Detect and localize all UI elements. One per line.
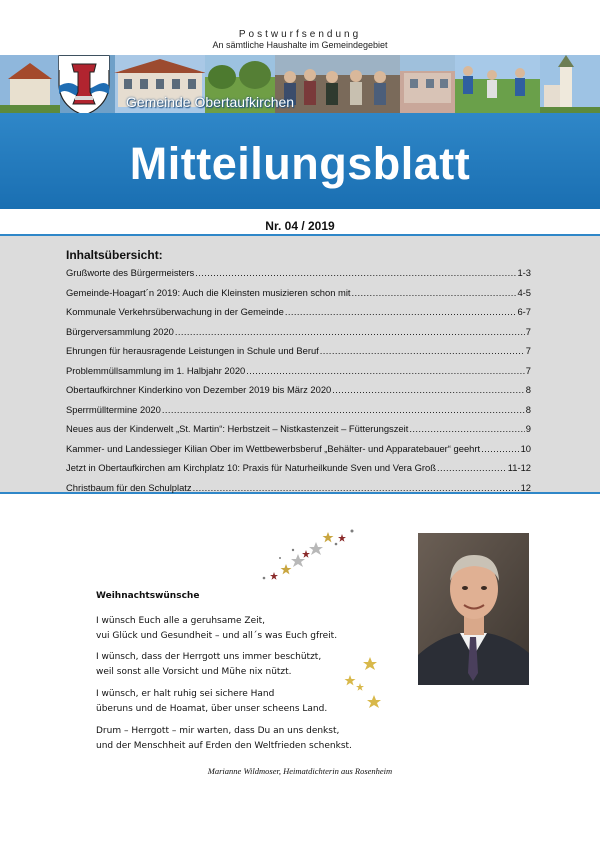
poem-stanza: [96, 650, 321, 680]
toc-item-title: Kommunale Verkehrsüberwachung in der Gemeinde: [66, 306, 284, 317]
toc-item-title: Christbaum für den Schulplatz: [66, 481, 192, 493]
toc-item-page: 10: [520, 442, 531, 454]
toc-item-title: Jetzt in Obertaufkirchen am Kirchplatz 10: Praxis für Naturheilkunde Sven und Vera Groß: [66, 462, 436, 473]
mayor-portrait: [418, 533, 529, 685]
toc-item-title: Bürgerversammlung 2020: [66, 325, 174, 337]
toc-leader: [175, 326, 525, 337]
toc-item-title: Problemmüllsammlung im 1. Halbjahr 2020: [66, 364, 246, 376]
toc-item-page: 4-5: [517, 286, 531, 298]
toc-item-page: 9: [525, 423, 531, 434]
toc-item: [66, 384, 531, 404]
poem-title: Weihnachtswünsche: [96, 591, 200, 601]
toc-item-title: Neues aus der Kinderwelt „St. Martin“: Herbstzeit – Nistkastenzeit – Fütterungszeit: [66, 423, 409, 434]
toc-heading: Inhaltsübersicht:: [66, 248, 163, 262]
poem-line: überuns und de Hoamat, über unser scheens Land.: [96, 704, 328, 714]
toc-item-page: 7: [525, 364, 531, 376]
toc-item-title: Gemeinde-Hoagart´n 2019: Auch die Kleinsten musizieren schon mit: [66, 286, 351, 298]
poem-line: vui Glück und Gesundheit – und all´s was Euch gfreit.: [96, 631, 338, 641]
toc-leader: [332, 384, 525, 395]
toc-item-page: 1-3: [517, 267, 531, 278]
poem-line: Drum – Herrgott – mir warten, dass Du an uns denkst,: [96, 726, 340, 736]
toc-item: [66, 267, 531, 287]
toc-leader: [352, 287, 517, 298]
toc-item: [66, 306, 531, 326]
toc-leader: [162, 404, 525, 415]
toc-item-page: 7: [525, 345, 531, 356]
toc-item: [66, 482, 531, 502]
toc-item-page: 12: [520, 481, 531, 493]
toc-item: [66, 326, 531, 346]
issue-number: Nr. 04 / 2019: [265, 219, 335, 233]
poem-line: I wünsch, er halt ruhig sei sichere Hand: [96, 689, 275, 699]
toc-item-page: 11-12: [507, 462, 531, 473]
toc-item-title: Sperrmülltermine 2020: [66, 403, 161, 415]
page-title: Mitteilungsblatt: [129, 138, 471, 189]
coat-of-arms: [55, 52, 113, 116]
toc-item: [66, 423, 531, 443]
toc-item-page: 6-7: [517, 306, 531, 317]
postwurf-label: Postwurfsendung: [238, 29, 362, 40]
toc-leader: [193, 482, 520, 493]
poem-stanza: [96, 724, 352, 754]
toc-item-title: Obertaufkirchner Kinderkino von Dezember 2019 bis März 2020: [66, 384, 332, 395]
toc-item: [66, 404, 531, 424]
toc-item: [66, 462, 531, 482]
poem-stanza: [96, 614, 337, 644]
table-of-contents: [0, 234, 600, 494]
toc-item: [66, 345, 531, 365]
toc-item: [66, 365, 531, 385]
toc-leader: [285, 306, 517, 317]
poem-line: und der Menschheit auf Erden den Weltfrieden schenkst.: [96, 741, 352, 751]
poem-author: Marianne Wildmoser, Heimatdichterin aus Rosenheim: [207, 766, 393, 776]
toc-item-title: Ehrungen für herausragende Leistungen in Schule und Beruf: [66, 345, 319, 356]
poem-line: weil sonst alle Vorsicht und Mühe nix nützt.: [96, 667, 292, 677]
toc-item: [66, 287, 531, 307]
poem-line: I wünsch Euch alle a geruhsame Zeit,: [96, 616, 266, 626]
toc-item-page: 8: [525, 403, 531, 415]
poem-line: I wünsch, dass der Herrgott uns immer beschützt,: [96, 652, 322, 662]
star-decoration-icon: [340, 655, 386, 715]
municipality-name: Gemeinde Obertaufkirchen: [126, 94, 295, 110]
toc-leader: [481, 443, 519, 454]
toc-list: [66, 267, 531, 501]
toc-item-page: 8: [525, 384, 531, 395]
toc-item-page: 7: [525, 325, 531, 337]
toc-leader: [409, 423, 524, 434]
toc-item-title: Kammer- und Landessieger Kilian Ober im Wettbewerbsberuf „Behälter- und Apparatebauer“ geehrt: [66, 442, 481, 454]
toc-leader: [246, 365, 525, 376]
toc-leader: [195, 267, 516, 278]
star-decoration-icon: [258, 528, 358, 584]
recipients-label: An sämtliche Haushalte im Gemeindegebiet: [212, 40, 388, 50]
poem-stanza: [96, 687, 327, 717]
toc-leader: [320, 345, 525, 356]
toc-leader: [437, 462, 507, 473]
toc-item-title: Grußworte des Bürgermeisters: [66, 267, 195, 278]
toc-item: [66, 443, 531, 463]
